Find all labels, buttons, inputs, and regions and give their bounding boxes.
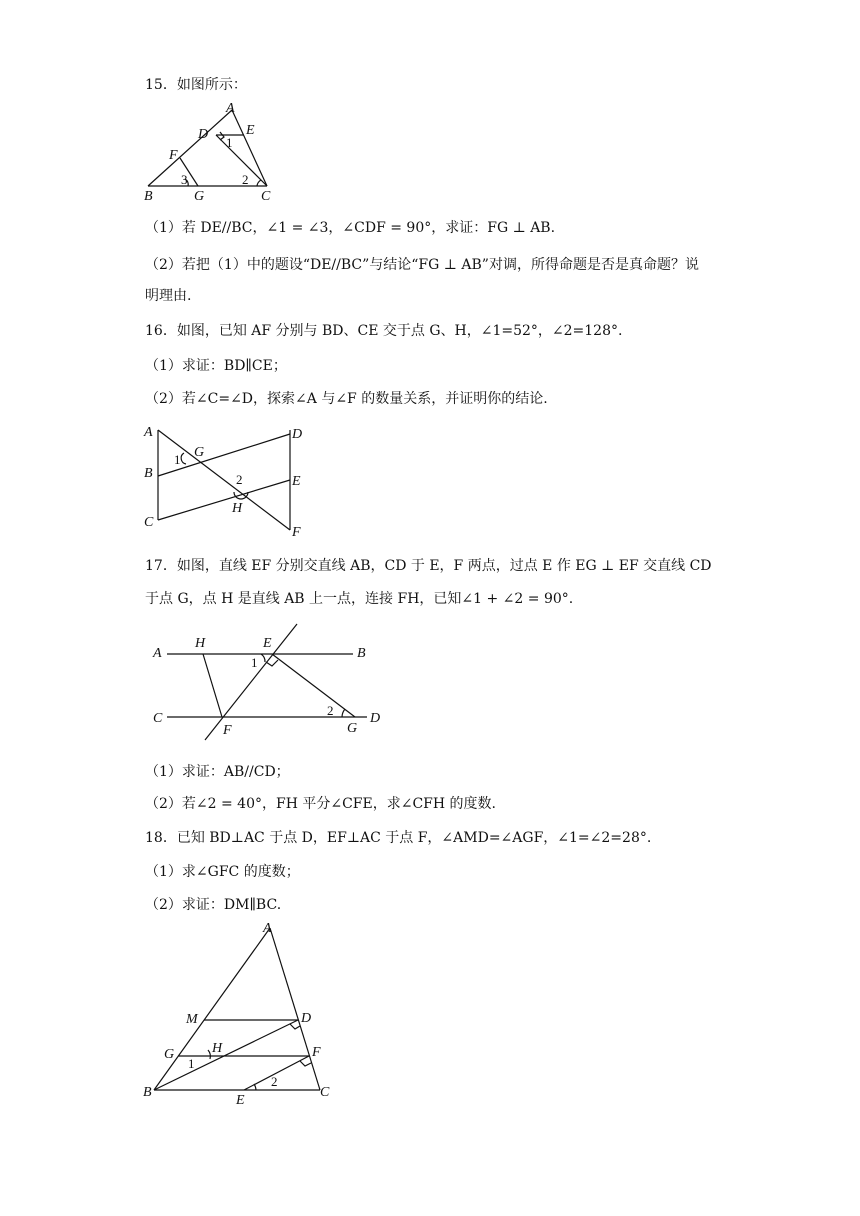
- p16-label-H: H: [232, 501, 243, 516]
- p17-q2: （2）若∠2 = 40°，FH 平分∠CFE，求∠CFH 的度数.: [145, 796, 497, 812]
- p16-label-G: G: [194, 445, 205, 460]
- p17-label-A: A: [153, 646, 162, 661]
- p17-label-F: F: [223, 723, 232, 738]
- p15-label-A: A: [226, 101, 235, 116]
- figure-17: [145, 620, 390, 744]
- p15-q2-line1: （2）若把（1）中的题设“DE//BC”与结论“FG ⊥ AB”对调，所得命题是否是真命题？说: [145, 257, 699, 273]
- p17-label-C: C: [153, 711, 163, 726]
- p15-angle-2: 2: [242, 172, 249, 187]
- p15-label-F: F: [169, 148, 178, 163]
- p15-label-B: B: [144, 189, 153, 204]
- p16-angle-1: 1: [174, 452, 181, 467]
- p17-label-E: E: [263, 636, 272, 651]
- p15-label-D: D: [198, 127, 209, 142]
- p15-label-G: G: [194, 189, 205, 204]
- p18-label-E: E: [236, 1093, 245, 1108]
- p17-label-H: H: [195, 636, 206, 651]
- p17-angle-1: 1: [251, 655, 258, 670]
- p18-label-A: A: [263, 921, 272, 936]
- p18-label-D: D: [301, 1011, 312, 1026]
- p17-label-D: D: [370, 711, 381, 726]
- p18-label-M: M: [186, 1012, 198, 1027]
- p18-label-G: G: [164, 1047, 175, 1062]
- p15-label-C: C: [261, 189, 271, 204]
- p18-label-F: F: [312, 1045, 321, 1060]
- p15-q1: （1）若 DE//BC，∠1 = ∠3，∠CDF = 90°，求证：FG ⊥ AB.: [145, 220, 556, 236]
- p15-title: 15．如图所示：: [145, 77, 247, 93]
- p16-label-D: D: [292, 427, 303, 442]
- p16-label-F: F: [292, 525, 301, 540]
- p16-q1: （1）求证：BD∥CE；: [145, 358, 287, 374]
- p17-q1: （1）求证：AB//CD；: [145, 764, 290, 780]
- p16-label-C: C: [144, 515, 154, 530]
- p17-label-G: G: [347, 721, 358, 736]
- p18-title: 18．已知 BD⊥AC 于点 D，EF⊥AC 于点 F，∠AMD=∠AGF，∠1=∠2=28°.: [145, 830, 652, 846]
- p18-label-H: H: [212, 1041, 223, 1056]
- figure-18: [140, 918, 340, 1108]
- p16-angle-2: 2: [236, 472, 243, 487]
- p16-label-A: A: [144, 425, 153, 440]
- p17-title-line1: 17．如图，直线 EF 分别交直线 AB，CD 于 E，F 两点，过点 E 作 EG ⊥ EF 交直线 CD: [145, 558, 712, 574]
- p17-angle-2: 2: [327, 703, 334, 718]
- figure-15: [140, 100, 280, 204]
- p15-q2-line2: 明理由.: [145, 288, 192, 304]
- p15-angle-3: 3: [181, 172, 188, 187]
- p16-title: 16．如图，已知 AF 分别与 BD、CE 交于点 G、H，∠1=52°，∠2=128°.: [145, 323, 623, 339]
- p16-label-E: E: [292, 474, 301, 489]
- p18-q1: （1）求∠GFC 的度数；: [145, 864, 300, 880]
- p15-label-E: E: [246, 123, 255, 138]
- p18-q2: （2）求证：DM∥BC.: [145, 897, 282, 913]
- p16-q2: （2）若∠C=∠D，探索∠A 与∠F 的数量关系，并证明你的结论.: [145, 391, 548, 407]
- p15-angle-1: 1: [226, 135, 233, 150]
- figure-16: [140, 420, 320, 542]
- p18-angle-1: 1: [188, 1056, 195, 1071]
- p18-label-B: B: [143, 1085, 152, 1100]
- p17-label-B: B: [357, 646, 366, 661]
- p16-label-B: B: [144, 466, 153, 481]
- p18-label-C: C: [320, 1085, 330, 1100]
- p18-angle-2: 2: [271, 1074, 278, 1089]
- p17-title-line2: 于点 G，点 H 是直线 AB 上一点，连接 FH，已知∠1 + ∠2 = 90°.: [145, 591, 574, 607]
